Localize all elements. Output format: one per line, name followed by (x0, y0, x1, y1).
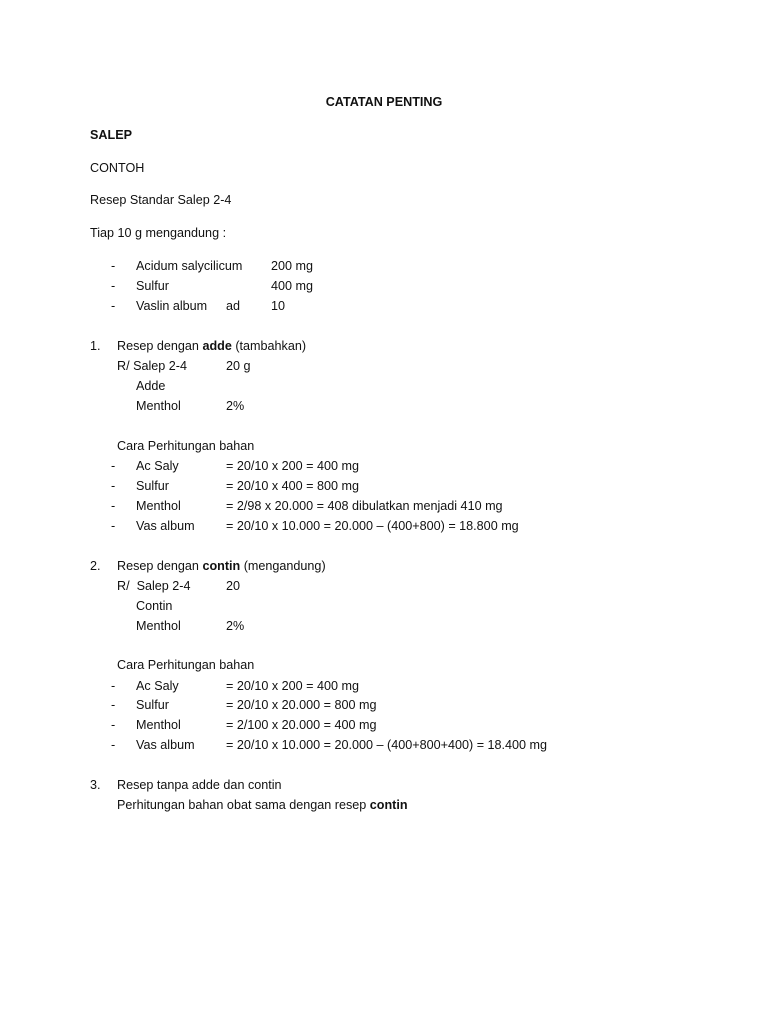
calc-name: Vas album (136, 738, 195, 752)
ingredient-amount: 200 mg (271, 259, 314, 273)
list-bullet: - (111, 679, 116, 693)
calc-formula: = 20/10 x 10.000 = 20.000 – (400+800) = 18.800 mg (226, 519, 519, 533)
calc-name: Menthol (136, 499, 181, 513)
recipe-label: Adde (136, 379, 166, 393)
standard-recipe-title: Resep Standar Salep 2-4 (90, 193, 232, 207)
list-bullet: - (111, 459, 116, 473)
calc-title: Cara Perhitungan bahan (117, 439, 255, 453)
list-bullet: - (111, 718, 116, 732)
list-bullet: - (111, 259, 116, 273)
item-heading: Resep dengan contin (mengandung) (117, 559, 326, 573)
item-note: Perhitungan bahan obat sama dengan resep contin (117, 798, 408, 812)
document-title: CATATAN PENTING (325, 95, 443, 109)
calc-formula: = 2/98 x 20.000 = 408 dibulatkan menjadi 410 mg (226, 499, 503, 513)
list-bullet: - (111, 698, 116, 712)
recipe-value: 20 g (226, 359, 251, 373)
ingredient-name: Acidum salycilicum (136, 259, 243, 273)
calc-name: Vas album (136, 519, 195, 533)
ingredient-qualifier: ad (226, 299, 241, 313)
list-bullet: - (111, 479, 116, 493)
list-bullet: - (111, 738, 116, 752)
recipe-label: R/ Salep 2-4 (117, 359, 188, 373)
recipe-value: 2% (226, 619, 245, 633)
recipe-label: Menthol (136, 399, 181, 413)
per-10g-label: Tiap 10 g mengandung : (90, 226, 227, 240)
calc-formula: = 20/10 x 200 = 400 mg (226, 459, 360, 473)
list-bullet: - (111, 279, 116, 293)
recipe-label: Contin (136, 599, 173, 613)
recipe-value: 2% (226, 399, 245, 413)
section-heading: SALEP (90, 128, 132, 142)
calc-name: Sulfur (136, 698, 169, 712)
calc-title: Cara Perhitungan bahan (117, 658, 255, 672)
ingredient-amount: 10 (271, 299, 286, 313)
list-bullet: - (111, 299, 116, 313)
recipe-label: Menthol (136, 619, 181, 633)
recipe-value: 20 (226, 579, 241, 593)
list-bullet: - (111, 499, 116, 513)
calc-formula: = 20/10 x 20.000 = 800 mg (226, 698, 377, 712)
calc-formula: = 20/10 x 200 = 400 mg (226, 679, 360, 693)
calc-formula: = 2/100 x 20.000 = 400 mg (226, 718, 377, 732)
item-heading: Resep tanpa adde dan contin (117, 778, 282, 792)
calc-name: Sulfur (136, 479, 169, 493)
item-number: 1. (90, 339, 101, 353)
calc-name: Menthol (136, 718, 181, 732)
list-bullet: - (111, 519, 116, 533)
calc-formula: = 20/10 x 10.000 = 20.000 – (400+800+400) = 18.400 mg (226, 738, 548, 752)
recipe-label: R/ Salep 2-4 (117, 579, 191, 593)
ingredient-name: Vaslin album (136, 299, 208, 313)
calc-name: Ac Saly (136, 679, 179, 693)
ingredient-name: Sulfur (136, 279, 169, 293)
item-number: 2. (90, 559, 101, 573)
ingredient-amount: 400 mg (271, 279, 314, 293)
calc-formula: = 20/10 x 400 = 800 mg (226, 479, 360, 493)
item-number: 3. (90, 778, 101, 792)
item-heading: Resep dengan adde (tambahkan) (117, 339, 307, 353)
calc-name: Ac Saly (136, 459, 179, 473)
example-label: CONTOH (90, 161, 145, 175)
